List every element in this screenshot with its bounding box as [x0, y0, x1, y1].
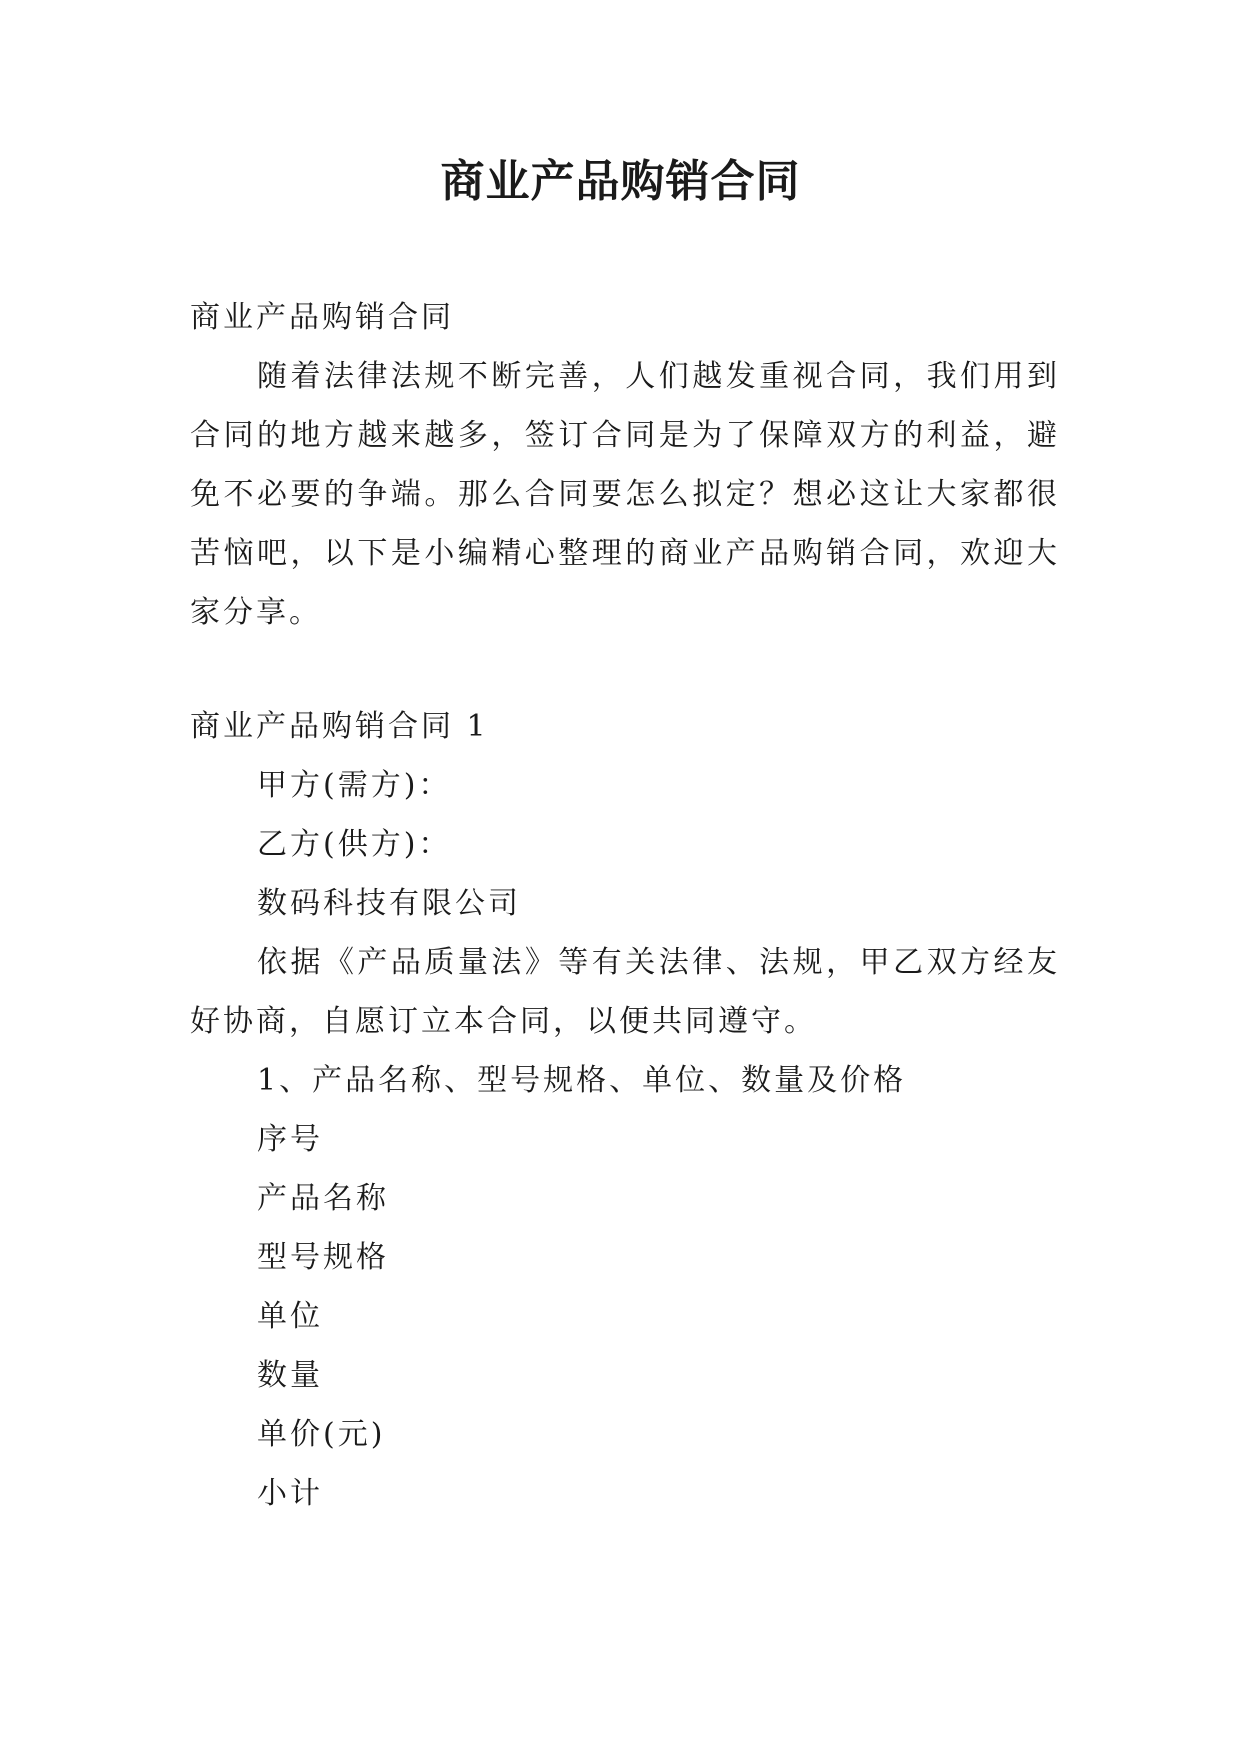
clause-1-heading: 1、产品名称、型号规格、单位、数量及价格 [257, 1063, 907, 1098]
column-model-spec: 型号规格 [257, 1240, 389, 1275]
document-title: 商业产品购销合同 [440, 156, 801, 207]
column-subtotal: 小计 [257, 1476, 323, 1511]
intro-paragraph: 随着法律法规不断完善，人们越发重视合同，我们用到合同的地方越来越多，签订合同是为了保障双方的利益，避免不必要的争端。那么合同要怎么拟定？想必这让大家都很苦恼吧，以下是小编精心整理的商业产品购销合同，欢迎大家分享。 [190, 359, 1060, 630]
column-unit-price: 单价(元) [257, 1417, 386, 1452]
column-quantity: 数量 [257, 1358, 323, 1393]
document-subtitle: 商业产品购销合同 [190, 300, 454, 335]
column-unit: 单位 [257, 1299, 323, 1334]
company-name: 数码科技有限公司 [257, 886, 521, 921]
column-serial-number: 序号 [257, 1122, 323, 1157]
party-a-label: 甲方(需方)： [257, 768, 452, 803]
section-heading: 商业产品购销合同 1 [190, 709, 489, 744]
column-product-name: 产品名称 [257, 1181, 389, 1216]
basis-paragraph: 依据《产品质量法》等有关法律、法规，甲乙双方经友好协商，自愿订立本合同，以便共同遵守。 [190, 945, 1060, 1039]
document-body [190, 288, 1060, 1523]
party-b-label: 乙方(供方)： [257, 827, 452, 862]
table-columns-list [190, 1110, 1060, 1523]
